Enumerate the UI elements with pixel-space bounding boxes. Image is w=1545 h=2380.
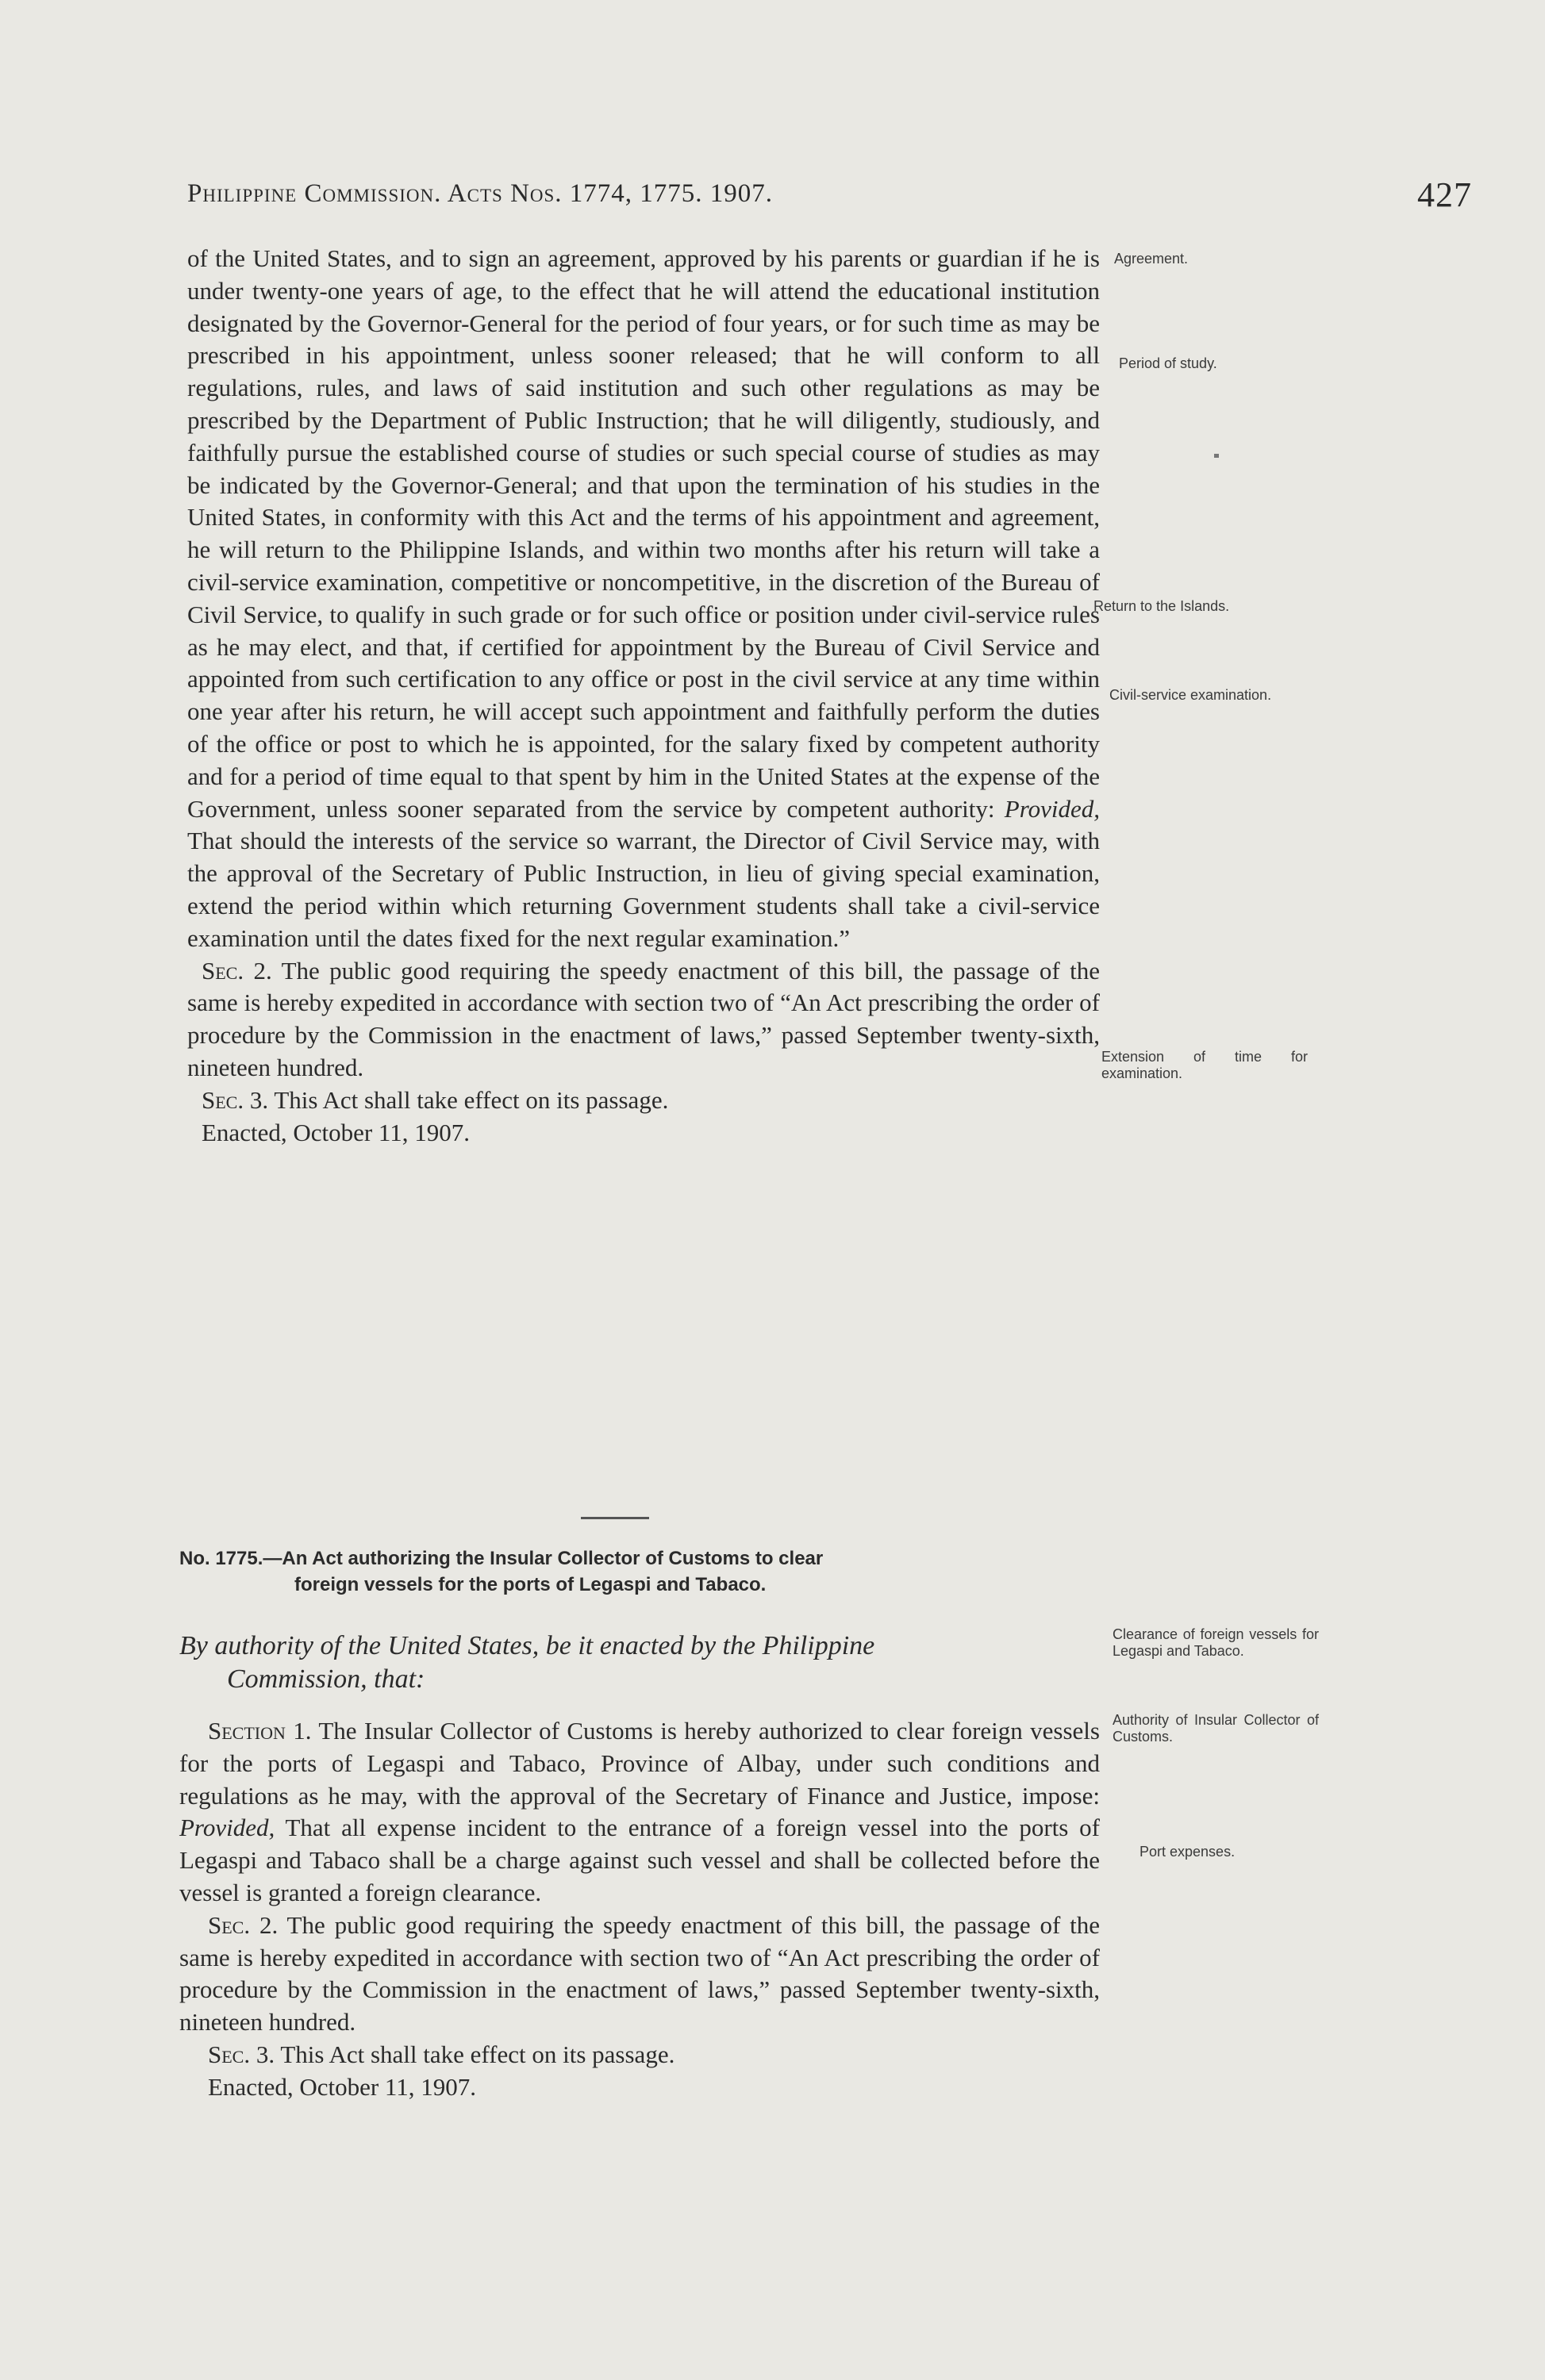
margin-note-authority: Authority of Insular Collector of Customs. <box>1113 1712 1319 1745</box>
paragraph-text: of the United States, and to sign an agreement, approved by his parents or guardian if he is under twenty-one years of age, to the effect that he will attend the educational institution designated by the Governor-General for the period of four years, or for such time as may be prescribed in his appointment, unless sooner released; that he will conform to all regulations, rules, and laws of said institution and such other regulations as may be prescribed by the Department of Public Instruction; that he will diligently, studiously, and faithfully pursue the established course of studies or such special course of studies as may be indicated by the Governor-General; and that upon the termination of his studies in the United States, in conformity with this Act and the terms of his appointment and agreement, he will return to the Philippine Islands, and within two months after his return will take a civil-service examination, competitive or noncompetitive, in the discretion of the Bureau of Civil Service, to qualify in such grade or for such office or position under civil-service rules as he may elect, and that, if certified for appointment by the Bureau of Civil Service and appointed from such certification to any office or post in the civil service at any time within one year after his return, he will accept such appointment and faithfully perform the duties of the office or post to which he is appointed, for the salary fixed by competent authority and for a period of time equal to that spent by him in the United States at the expense of the Government, unless sooner separated from the service by competent authority: <box>187 244 1100 823</box>
margin-note-return-to-islands: Return to the Islands. <box>1093 598 1230 614</box>
act-1774-continuation <box>187 243 1100 1149</box>
act-1774-section-2 <box>187 955 1100 1084</box>
margin-note-agreement: Agreement. <box>1114 251 1189 267</box>
section-text: The Insular Collector of Customs is hereby authorized to clear foreign vessels for the ports of Legaspi and Tabaco, Province of Albay, under such conditions and regulations as he may, with the approval of the Secretary of Finance and Justice, impose: <box>179 1717 1100 1810</box>
running-header <box>187 175 1472 214</box>
section-label: Sec. 3. <box>202 1085 269 1114</box>
proviso-word: Provided, <box>179 1814 275 1842</box>
section-text: This Act shall take effect on its passage. <box>274 1085 669 1114</box>
act-1775-section-3 <box>179 2039 1100 2071</box>
enacting-line-1: By authority of the United States, be it enacted by the Philippine <box>179 1631 875 1660</box>
enacting-clause <box>179 1630 1100 1696</box>
act-1774-section-3 <box>187 1084 1100 1117</box>
section-text: This Act shall take effect on its passage. <box>280 2040 675 2068</box>
section-divider <box>581 1517 649 1519</box>
print-speck <box>1214 454 1219 458</box>
paragraph-text-end: That should the interests of the service so warrant, the Director of Civil Service may, with the approval of the Secretary of Public Instruction, in lieu of giving special examination, extend the period within which returning Government students shall take a civil-service examination until the dates fixed for the next regular examination.” <box>187 827 1100 952</box>
margin-note-period-of-study: Period of study. <box>1119 355 1217 371</box>
section-label: Section 1. <box>208 1717 312 1745</box>
proviso-word: Provided, <box>1004 794 1101 823</box>
page-number: 427 <box>1417 175 1472 214</box>
section-text: The public good requiring the speedy enactment of this bill, the passage of the same is hereby expedited in accordance with section two of “An Act prescribing the order of procedure by the Commission in the enactment of laws,” passed September twenty-sixth, nineteen hundred. <box>179 1910 1100 2036</box>
margin-note-civil-service-exam: Civil-service examination. <box>1109 687 1272 703</box>
header-title: Philippine Commission. Acts Nos. 1774, 1775. 1907. <box>187 179 774 208</box>
margin-note-clearance: Clearance of foreign vessels for Legaspi and Tabaco. <box>1113 1626 1319 1659</box>
section-text: The public good requiring the speedy enactment of this bill, the passage of the same is hereby expedited in accordance with section two of “An Act prescribing the order of procedure by the Commission in the enactment of laws,” passed September twenty-sixth, nineteen hundred. <box>187 956 1100 1081</box>
section-label: Sec. 3. <box>208 2040 275 2068</box>
act-title-line-1: No. 1775.—An Act authorizing the Insular Collector of Customs to clear <box>179 1548 824 1569</box>
section-text-end: That all expense incident to the entrance of a foreign vessel into the ports of Legaspi and Tabaco shall be a charge against such vessel and shall be collected before the vessel is granted a foreign clearance. <box>179 1814 1100 1906</box>
act-1774-enacted: Enacted, October 11, 1907. <box>202 1118 471 1146</box>
act-1774-paragraph <box>187 243 1100 955</box>
act-1775-section-2 <box>179 1910 1100 2039</box>
act-1775-enacted: Enacted, October 11, 1907. <box>208 2072 477 2101</box>
act-1775-body <box>179 1715 1100 2104</box>
act-1775-title <box>179 1545 1108 1598</box>
margin-note-port-expenses: Port expenses. <box>1140 1844 1236 1860</box>
margin-note-extension-of-time: Extension of time for examination. <box>1101 1049 1308 1081</box>
act-title-line-2: foreign vessels for the ports of Legaspi and Tabaco. <box>294 1574 767 1595</box>
section-label: Sec. 2. <box>202 956 272 985</box>
section-label: Sec. 2. <box>208 1910 279 1939</box>
act-1775-section-1 <box>179 1715 1100 1910</box>
enacting-line-2: Commission, that: <box>227 1664 425 1694</box>
